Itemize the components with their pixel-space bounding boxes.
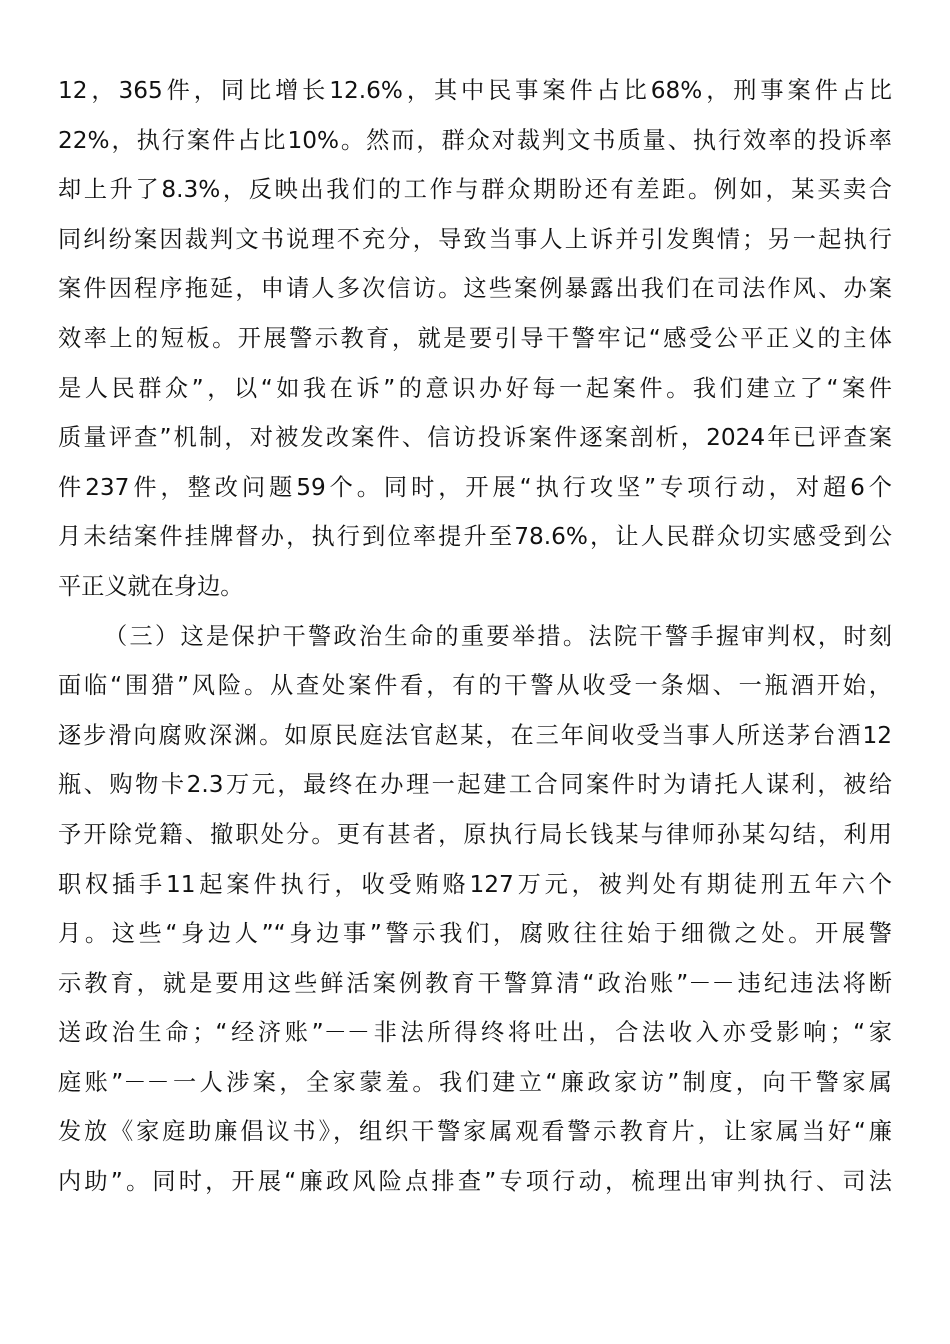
text-line: 质量评查”机制，对被发改案件、信访投诉案件逐案剖析，2024年已评查案 — [58, 424, 892, 452]
paragraph-case-quality — [58, 66, 892, 612]
text-line: 内助”。同时，开展“廉政风险点排查”专项行动，梳理出审判执行、司法 — [58, 1168, 892, 1196]
text-line: 逐步滑向腐败深渊。如原民庭法官赵某，在三年间收受当事人所送茅台酒12 — [58, 721, 892, 749]
text-line: 是人民群众”，以“如我在诉”的意识办好每一起案件。我们建立了“案件 — [58, 374, 892, 402]
text-line: 效率上的短板。开展警示教育，就是要引导干警牢记“感受公平正义的主体 — [58, 324, 892, 352]
text-line: 22%，执行案件占比10%。然而，群众对裁判文书质量、执行效率的投诉率 — [58, 126, 892, 154]
text-line: 12，365件，同比增长12.6%，其中民事案件占比68%，刑事案件占比 — [58, 77, 892, 104]
paragraph-political-life — [58, 612, 892, 1207]
text-line: 面临“围猎”风险。从查处案件看，有的干警从收受一条烟、一瓶酒开始， — [58, 672, 892, 700]
text-line: 月未结案件挂牌督办，执行到位率提升至78.6%，让人民群众切实感受到公 — [58, 523, 892, 551]
text-line: 送政治生命；“经济账”－－非法所得终将吐出，合法收入亦受影响；“家 — [58, 1019, 892, 1047]
text-line: 同纠纷案因裁判文书说理不充分，导致当事人上诉并引发舆情；另一起执行 — [58, 225, 892, 253]
text-line: 案件因程序拖延，申请人多次信访。这些案例暴露出我们在司法作风、办案 — [58, 275, 892, 303]
text-line: 庭账”－－一人涉案，全家蒙羞。我们建立“廉政家访”制度，向干警家属 — [58, 1068, 892, 1096]
text-line: 件237件，整改问题59个。同时，开展“执行攻坚”专项行动，对超6个 — [58, 473, 892, 501]
document-page — [58, 66, 892, 1207]
text-line: 却上升了8.3%，反映出我们的工作与群众期盼还有差距。例如，某买卖合 — [58, 176, 892, 204]
text-line: 发放《家庭助廉倡议书》，组织干警家属观看警示教育片，让家属当好“廉 — [58, 1118, 892, 1146]
text-line: 示教育，就是要用这些鲜活案例教育干警算清“政治账”－－违纪违法将断 — [58, 969, 892, 997]
text-line: 予开除党籍、撤职处分。更有甚者，原执行局长钱某与律师孙某勾结，利用 — [58, 820, 892, 848]
text-line: 月。这些“身边人”“身边事”警示我们，腐败往往始于细微之处。开展警 — [58, 920, 892, 948]
text-line: 瓶、购物卡2.3万元，最终在办理一起建工合同案件时为请托人谋利，被给 — [58, 771, 892, 799]
text-line: 平正义就在身边。 — [58, 572, 244, 600]
paragraph-heading-line: （三）这是保护干警政治生命的重要举措。法院干警手握审判权，时刻 — [104, 622, 892, 650]
text-line: 职权插手11起案件执行，收受贿赂127万元，被判处有期徒刑五年六个 — [58, 870, 892, 898]
